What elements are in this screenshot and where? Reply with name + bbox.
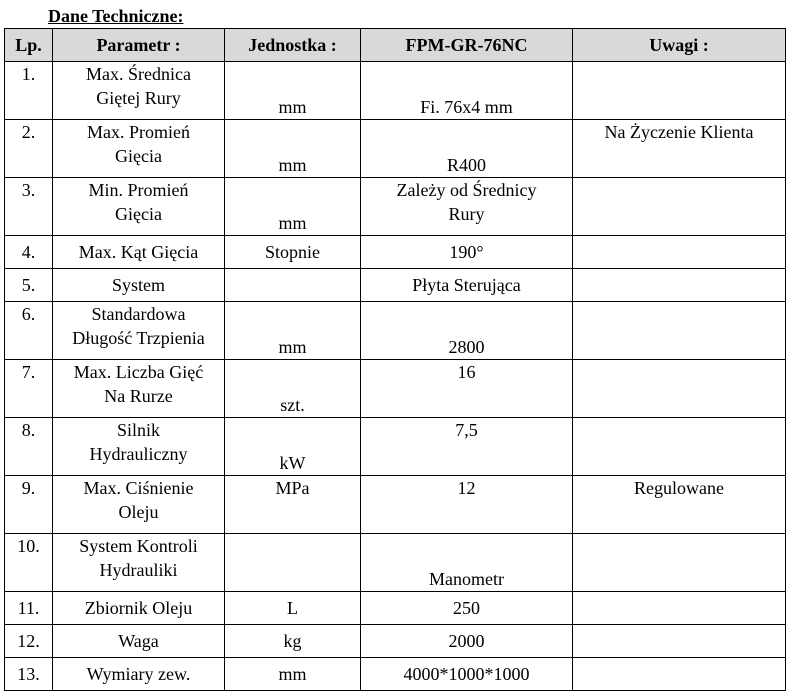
value-cell: R400	[361, 120, 573, 178]
unit-cell: MPa	[225, 476, 361, 534]
header-unit: Jednostka :	[225, 29, 361, 62]
note-cell	[573, 178, 786, 236]
note-cell	[573, 534, 786, 592]
value-cell: 12	[361, 476, 573, 534]
row-number: 4.	[5, 236, 53, 269]
value-cell: 250	[361, 592, 573, 625]
unit-cell: mm	[225, 658, 361, 691]
header-model: FPM-GR-76NC	[361, 29, 573, 62]
parameter-cell: Zbiornik Oleju	[53, 592, 225, 625]
note-cell	[573, 625, 786, 658]
table-row	[5, 62, 786, 120]
table-row	[5, 269, 786, 302]
unit-cell: L	[225, 592, 361, 625]
note-cell	[573, 658, 786, 691]
unit-cell: kW	[225, 418, 361, 476]
parameter-cell: Silnik Hydrauliczny	[53, 418, 225, 476]
header-notes: Uwagi :	[573, 29, 786, 62]
unit-cell	[225, 269, 361, 302]
note-cell	[573, 418, 786, 476]
row-number: 12.	[5, 625, 53, 658]
row-number: 6.	[5, 302, 53, 360]
unit-cell: mm	[225, 120, 361, 178]
parameter-cell: Standardowa Długość Trzpienia	[53, 302, 225, 360]
parameter-cell: Max. Kąt Gięcia	[53, 236, 225, 269]
table-header-row	[5, 29, 786, 62]
row-number: 13.	[5, 658, 53, 691]
technical-data-table	[4, 28, 786, 691]
unit-cell: Stopnie	[225, 236, 361, 269]
table-row	[5, 360, 786, 418]
row-number: 9.	[5, 476, 53, 534]
table-row	[5, 625, 786, 658]
parameter-cell: Waga	[53, 625, 225, 658]
table-row	[5, 476, 786, 534]
table-row	[5, 302, 786, 360]
note-cell	[573, 592, 786, 625]
parameter-cell: Wymiary zew.	[53, 658, 225, 691]
header-parameter: Parametr :	[53, 29, 225, 62]
parameter-cell: Max. Średnica Giętej Rury	[53, 62, 225, 120]
unit-cell: kg	[225, 625, 361, 658]
table-row	[5, 534, 786, 592]
note-cell	[573, 236, 786, 269]
value-cell: Manometr	[361, 534, 573, 592]
table-row	[5, 236, 786, 269]
parameter-cell: Max. Liczba Gięć Na Rurze	[53, 360, 225, 418]
unit-cell: mm	[225, 62, 361, 120]
row-number: 5.	[5, 269, 53, 302]
value-cell: Zależy od Średnicy Rury	[361, 178, 573, 236]
unit-cell: mm	[225, 302, 361, 360]
value-cell: 16	[361, 360, 573, 418]
row-number: 10.	[5, 534, 53, 592]
table-row	[5, 418, 786, 476]
value-cell: Fi. 76x4 mm	[361, 62, 573, 120]
row-number: 8.	[5, 418, 53, 476]
note-cell	[573, 62, 786, 120]
section-title: Dane Techniczne:	[48, 6, 184, 26]
value-cell: 4000*1000*1000	[361, 658, 573, 691]
unit-cell: mm	[225, 178, 361, 236]
value-cell: 2000	[361, 625, 573, 658]
parameter-cell: System Kontroli Hydrauliki	[53, 534, 225, 592]
table-row	[5, 178, 786, 236]
value-cell: 190°	[361, 236, 573, 269]
row-number: 2.	[5, 120, 53, 178]
row-number: 3.	[5, 178, 53, 236]
row-number: 7.	[5, 360, 53, 418]
table-row	[5, 592, 786, 625]
note-cell	[573, 360, 786, 418]
note-cell: Na Życzenie Klienta	[573, 120, 786, 178]
value-cell: 2800	[361, 302, 573, 360]
unit-cell: szt.	[225, 360, 361, 418]
note-cell	[573, 269, 786, 302]
parameter-cell: Min. Promień Gięcia	[53, 178, 225, 236]
row-number: 1.	[5, 62, 53, 120]
parameter-cell: System	[53, 269, 225, 302]
unit-cell	[225, 534, 361, 592]
parameter-cell: Max. Ciśnienie Oleju	[53, 476, 225, 534]
row-number: 11.	[5, 592, 53, 625]
value-cell: 7,5	[361, 418, 573, 476]
note-cell: Regulowane	[573, 476, 786, 534]
table-row	[5, 120, 786, 178]
table-row	[5, 658, 786, 691]
value-cell: Płyta Sterująca	[361, 269, 573, 302]
header-lp: Lp.	[5, 29, 53, 62]
note-cell	[573, 302, 786, 360]
parameter-cell: Max. Promień Gięcia	[53, 120, 225, 178]
